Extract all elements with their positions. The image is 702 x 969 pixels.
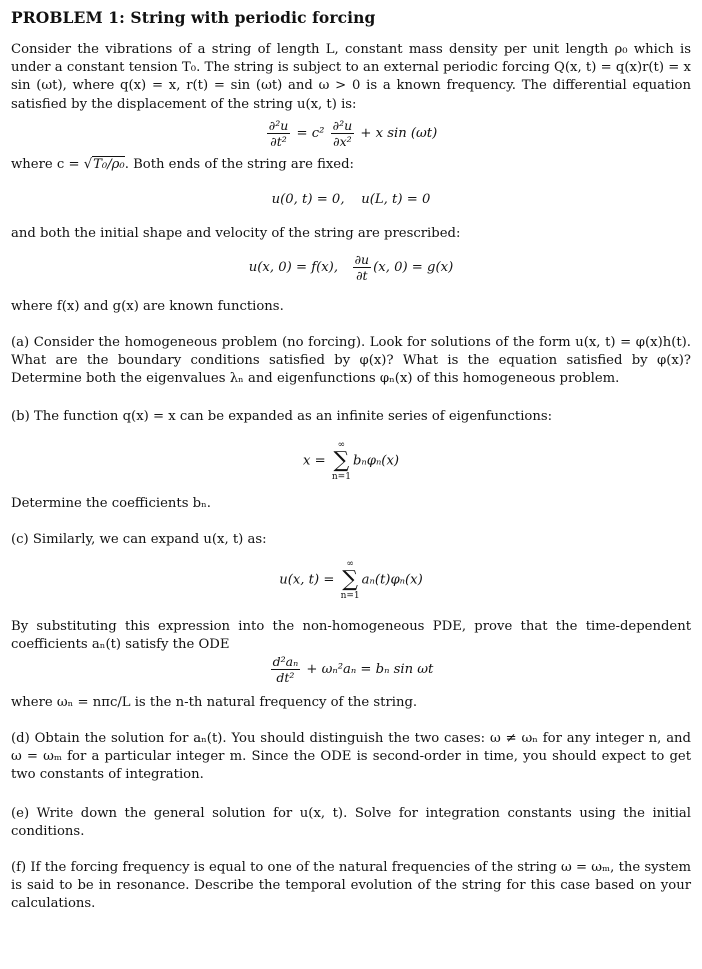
- initial-conditions: u(x, 0) = f(x), $\frac{\partial u}{\partial t}$ (x, 0) = g(x): [248, 252, 454, 283]
- initial-conditions-intro: and both the initial shape and velocity of the string are prescribed:: [11, 226, 461, 241]
- ic-velocity-fraction: $\frac{\partial u}{\partial t}$: [354, 252, 370, 283]
- coefficients-b-text: Determine the coefficients bₙ.: [11, 496, 212, 511]
- part-c: (c) Similarly, we can expand u(x, t) as:: [11, 532, 267, 547]
- pde-lhs-fraction: $\frac{\text{∂²u}}{\text{∂t²}}$: [268, 118, 289, 149]
- known-functions-text: where f(x) and g(x) are known functions.: [11, 299, 284, 314]
- summation-b: ∞ ∑ n=1: [331, 440, 351, 482]
- part-a: (a) Consider the homogeneous problem (no forcing). Look for solutions of the form u(x, t) = φ(x)h(t). What are the boundary conditions satisfied by φ(x)? What is the equation satisfied by φ(x)? Determine both the eigenvalues λₙ and eigenfunctions φₙ(x) of this homogeneous problem.: [11, 335, 691, 387]
- part-b: (b) The function q(x) = x can be expanded as an infinite series of eigenfunctions:: [11, 409, 553, 424]
- series-b-equation: x = ∞ ∑ n=1 bₙφₙ(x): [302, 440, 400, 482]
- series-c-equation: u(x, t) = ∞ ∑ n=1 aₙ(t)φₙ(x): [279, 559, 423, 601]
- pde-equation: $\frac{\text{∂²u}}{\text{∂t²}}$ = c² $\frac{\text{∂²u}}{\text{∂x²}}$ + x sin (ωt): [268, 118, 438, 149]
- problem-title: PROBLEM 1: String with periodic forcing: [11, 8, 376, 27]
- part-d: (d) Obtain the solution for aₙ(t). You should distinguish the two cases: ω ≠ ωₙ for any integer n, and ω = ωₘ for a particular integer m. Since the ODE is second-order in time, you should expect to get two constants of integration.: [11, 731, 691, 783]
- pde-rhs-fraction: $\frac{\text{∂²u}}{\text{∂x²}}$: [332, 118, 353, 149]
- part-f: (f) If the forcing frequency is equal to one of the natural frequencies of the string ω = ωₘ, the system is said to be in resonance. Describe the temporal evolution of the string for this case based on your calculations.: [11, 860, 691, 912]
- intro-paragraph: Consider the vibrations of a string of length L, constant mass density per unit length ρ₀ which is under a constant tension T₀. The string is subject to an external periodic forcing Q(x, t) = q(x)r(t) = x sin (ωt), where q(x) = x, r(t) = sin (ωt) and ω > 0 is a known frequency. The differential equation satisfied by the displacement of the string u(x, t) is:: [11, 42, 691, 112]
- substitution-text: By substituting this expression into the non-homogeneous PDE, prove that the time-dependent coefficients aₙ(t) satisfy the ODE: [11, 619, 691, 653]
- part-e: (e) Write down the general solution for u(x, t). Solve for integration constants using the initial conditions.: [11, 806, 691, 840]
- ode-equation: $\frac{\text{d²aₙ}}{\text{dt²}}$ + ωₙ²aₙ = bₙ sin ωt: [272, 654, 434, 685]
- wave-speed-definition: where c = √T₀/ρ₀. Both ends of the string are fixed:: [11, 157, 354, 172]
- summation-c: ∞ ∑ n=1: [340, 559, 360, 601]
- natural-frequency-text: where ωₙ = nπc/L is the n-th natural frequency of the string.: [11, 695, 418, 710]
- ode-fraction: $\frac{\text{d²aₙ}}{\text{dt²}}$: [272, 654, 299, 685]
- boundary-conditions: u(0, t) = 0, u(L, t) = 0: [271, 192, 431, 207]
